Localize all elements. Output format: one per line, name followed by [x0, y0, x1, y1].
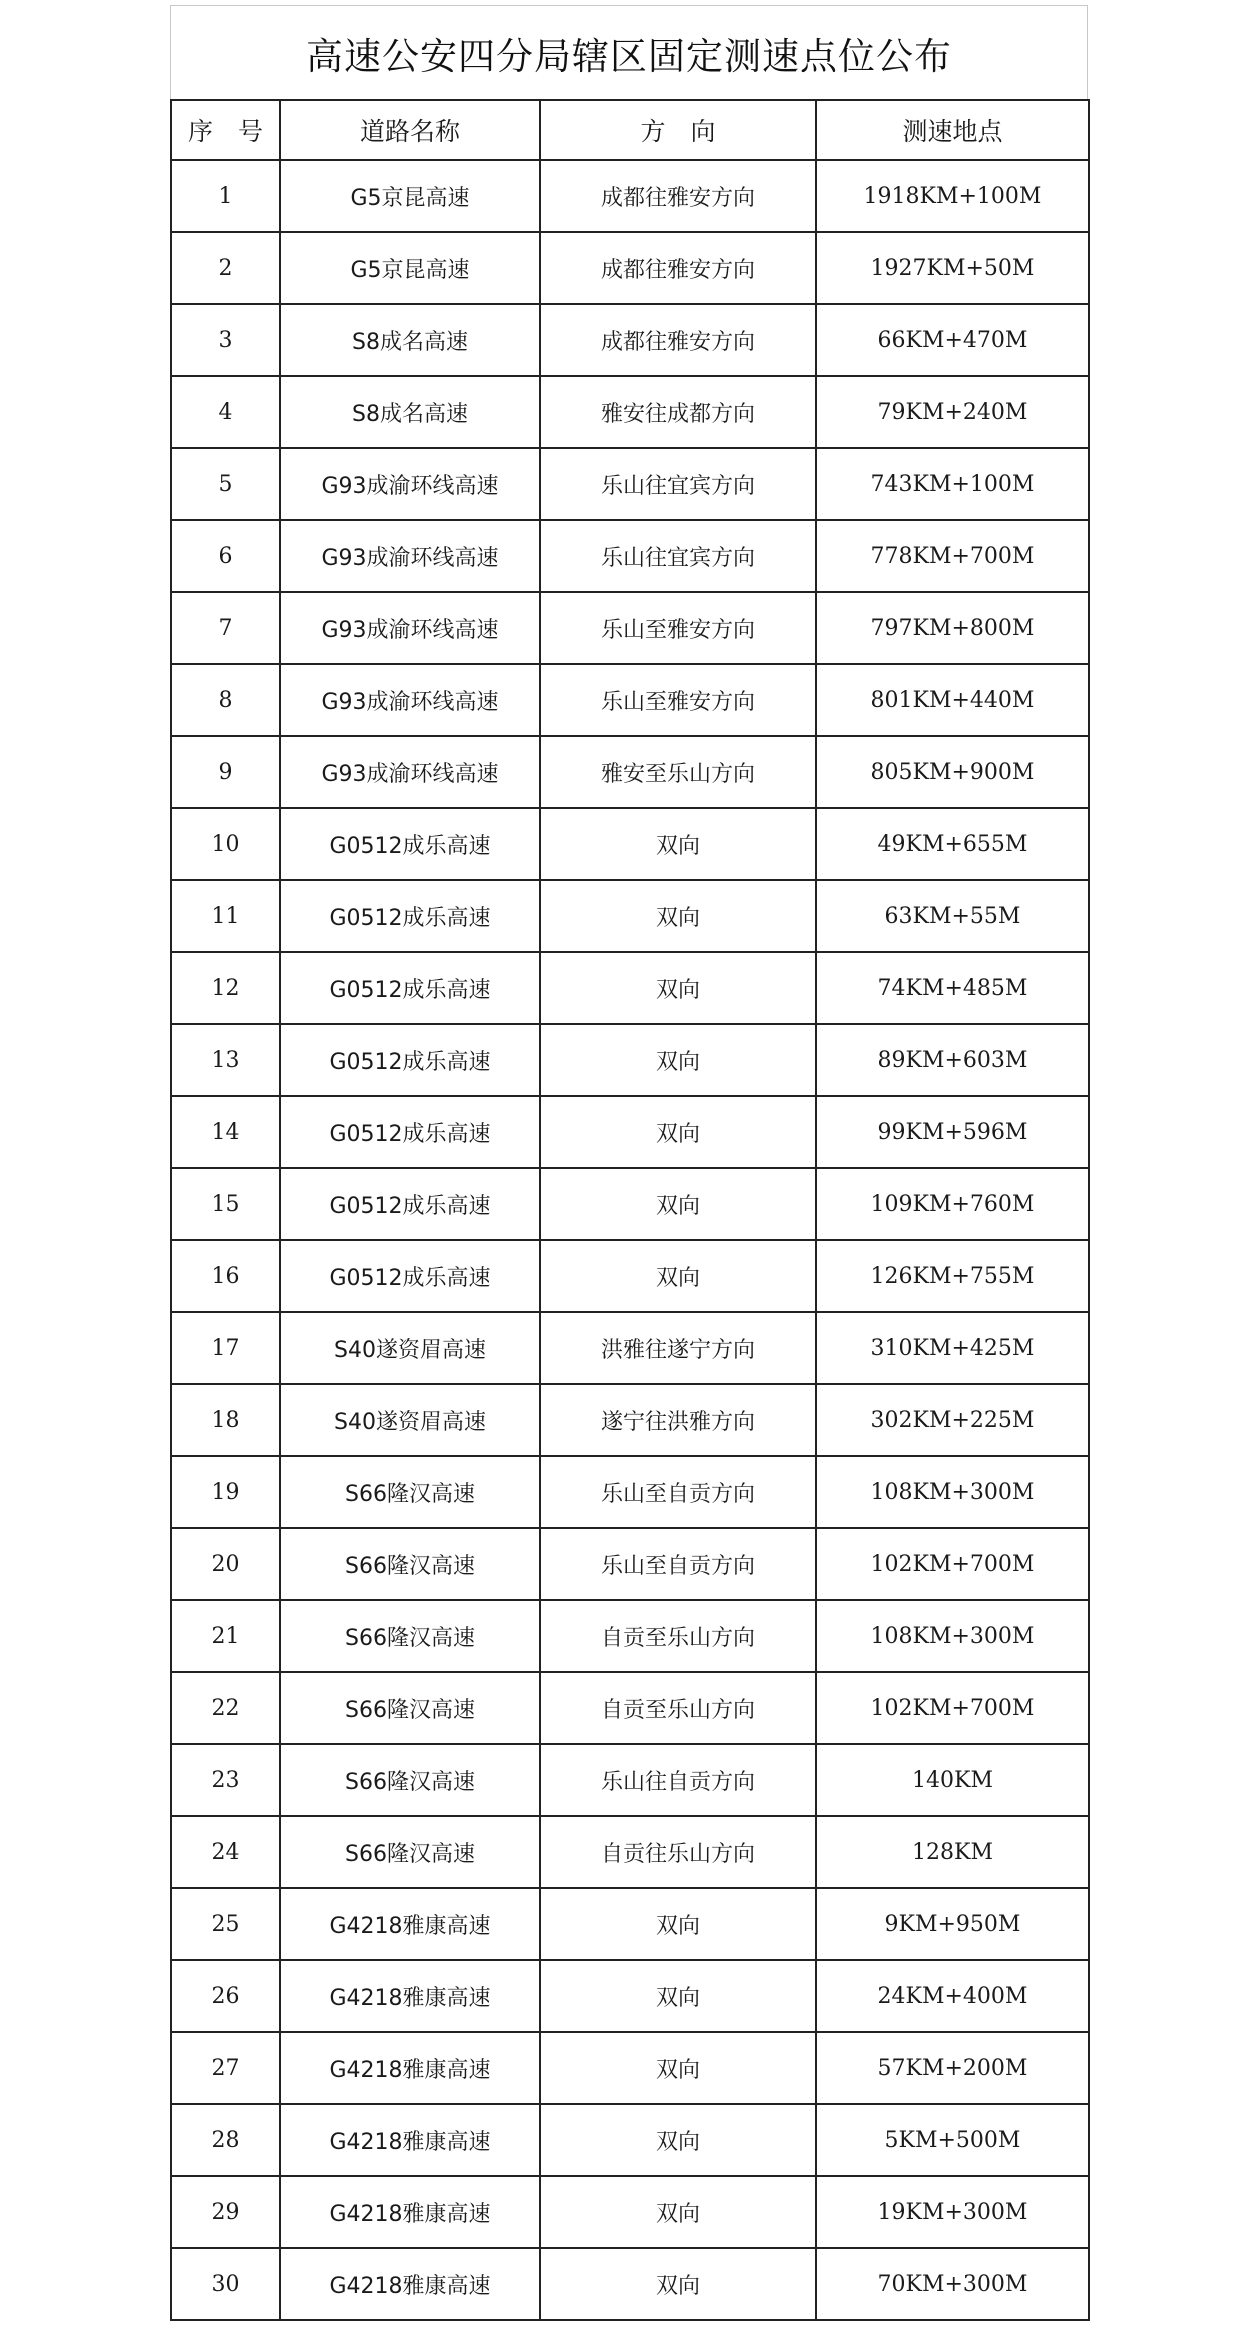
cell-road-name: G93成渝环线高速: [280, 448, 540, 520]
table-row: [171, 2176, 1089, 2248]
table-row: [171, 304, 1089, 376]
cell-location: 5KM+500M: [816, 2104, 1089, 2176]
cell-location: 778KM+700M: [816, 520, 1089, 592]
cell-road-name: G4218雅康高速: [280, 2248, 540, 2320]
cell-direction: 双向: [540, 1240, 816, 1312]
cell-location: 109KM+760M: [816, 1168, 1089, 1240]
table-row: [171, 1384, 1089, 1456]
cell-direction: 雅安至乐山方向: [540, 736, 816, 808]
cell-location: 19KM+300M: [816, 2176, 1089, 2248]
cell-serial-number: 14: [171, 1096, 280, 1168]
table-row: [171, 376, 1089, 448]
header-serial-number: 序 号: [171, 100, 280, 160]
table-row: [171, 1600, 1089, 1672]
cell-location: 310KM+425M: [816, 1312, 1089, 1384]
cell-road-name: S8成名高速: [280, 376, 540, 448]
cell-location: 302KM+225M: [816, 1384, 1089, 1456]
cell-serial-number: 27: [171, 2032, 280, 2104]
cell-serial-number: 3: [171, 304, 280, 376]
cell-location: 102KM+700M: [816, 1528, 1089, 1600]
cell-direction: 双向: [540, 952, 816, 1024]
table-row: [171, 232, 1089, 304]
cell-location: 24KM+400M: [816, 1960, 1089, 2032]
cell-serial-number: 24: [171, 1816, 280, 1888]
cell-serial-number: 9: [171, 736, 280, 808]
table-row: [171, 1168, 1089, 1240]
cell-road-name: G93成渝环线高速: [280, 736, 540, 808]
cell-direction: 成都往雅安方向: [540, 304, 816, 376]
cell-road-name: S40遂资眉高速: [280, 1312, 540, 1384]
cell-road-name: G0512成乐高速: [280, 1240, 540, 1312]
table-row: [171, 1744, 1089, 1816]
cell-serial-number: 15: [171, 1168, 280, 1240]
cell-location: 108KM+300M: [816, 1600, 1089, 1672]
cell-serial-number: 10: [171, 808, 280, 880]
cell-road-name: G4218雅康高速: [280, 2032, 540, 2104]
cell-road-name: G93成渝环线高速: [280, 664, 540, 736]
cell-serial-number: 17: [171, 1312, 280, 1384]
table-row: [171, 2104, 1089, 2176]
cell-location: 801KM+440M: [816, 664, 1089, 736]
cell-road-name: S66隆汉高速: [280, 1600, 540, 1672]
cell-direction: 双向: [540, 2032, 816, 2104]
header-direction: 方 向: [540, 100, 816, 160]
cell-serial-number: 1: [171, 160, 280, 232]
cell-direction: 自贡往乐山方向: [540, 1816, 816, 1888]
cell-direction: 雅安往成都方向: [540, 376, 816, 448]
cell-direction: 自贡至乐山方向: [540, 1672, 816, 1744]
cell-direction: 洪雅往遂宁方向: [540, 1312, 816, 1384]
cell-location: 1918KM+100M: [816, 160, 1089, 232]
cell-serial-number: 28: [171, 2104, 280, 2176]
cell-location: 108KM+300M: [816, 1456, 1089, 1528]
table-row: [171, 1672, 1089, 1744]
cell-serial-number: 19: [171, 1456, 280, 1528]
cell-road-name: G93成渝环线高速: [280, 592, 540, 664]
table-header: [171, 100, 1089, 160]
cell-road-name: S8成名高速: [280, 304, 540, 376]
cell-road-name: G0512成乐高速: [280, 1024, 540, 1096]
cell-direction: 自贡至乐山方向: [540, 1600, 816, 1672]
page-title: 高速公安四分局辖区固定测速点位公布: [306, 34, 952, 78]
cell-location: 63KM+55M: [816, 880, 1089, 952]
cell-direction: 乐山至雅安方向: [540, 664, 816, 736]
cell-direction: 双向: [540, 1168, 816, 1240]
cell-road-name: G5京昆高速: [280, 160, 540, 232]
cell-location: 805KM+900M: [816, 736, 1089, 808]
cell-serial-number: 30: [171, 2248, 280, 2320]
cell-serial-number: 13: [171, 1024, 280, 1096]
table-row: [171, 1528, 1089, 1600]
table-row: [171, 2032, 1089, 2104]
cell-serial-number: 5: [171, 448, 280, 520]
header-road-name: 道路名称: [280, 100, 540, 160]
cell-direction: 乐山至自贡方向: [540, 1456, 816, 1528]
cell-serial-number: 6: [171, 520, 280, 592]
cell-direction: 双向: [540, 1888, 816, 1960]
cell-direction: 遂宁往洪雅方向: [540, 1384, 816, 1456]
cell-serial-number: 20: [171, 1528, 280, 1600]
table-row: [171, 448, 1089, 520]
cell-road-name: G4218雅康高速: [280, 1888, 540, 1960]
cell-serial-number: 18: [171, 1384, 280, 1456]
cell-direction: 双向: [540, 1096, 816, 1168]
table-row: [171, 1888, 1089, 1960]
speed-camera-notice: [170, 5, 1088, 2321]
cell-serial-number: 4: [171, 376, 280, 448]
table-row: [171, 1096, 1089, 1168]
cell-location: 66KM+470M: [816, 304, 1089, 376]
cell-direction: 乐山至自贡方向: [540, 1528, 816, 1600]
cell-direction: 乐山至雅安方向: [540, 592, 816, 664]
cell-road-name: G0512成乐高速: [280, 880, 540, 952]
cell-direction: 乐山往自贡方向: [540, 1744, 816, 1816]
cell-road-name: G4218雅康高速: [280, 1960, 540, 2032]
speed-camera-table: [170, 99, 1090, 2321]
cell-direction: 双向: [540, 2176, 816, 2248]
cell-serial-number: 23: [171, 1744, 280, 1816]
cell-direction: 成都往雅安方向: [540, 232, 816, 304]
cell-serial-number: 29: [171, 2176, 280, 2248]
table-row: [171, 520, 1089, 592]
cell-direction: 成都往雅安方向: [540, 160, 816, 232]
table-row: [171, 880, 1089, 952]
cell-location: 49KM+655M: [816, 808, 1089, 880]
cell-direction: 双向: [540, 880, 816, 952]
table-row: [171, 1816, 1089, 1888]
cell-serial-number: 2: [171, 232, 280, 304]
table-row: [171, 664, 1089, 736]
table-row: [171, 808, 1089, 880]
cell-road-name: G0512成乐高速: [280, 952, 540, 1024]
cell-location: 57KM+200M: [816, 2032, 1089, 2104]
cell-road-name: G4218雅康高速: [280, 2104, 540, 2176]
cell-location: 74KM+485M: [816, 952, 1089, 1024]
cell-direction: 双向: [540, 2104, 816, 2176]
cell-serial-number: 8: [171, 664, 280, 736]
cell-road-name: G0512成乐高速: [280, 1168, 540, 1240]
cell-location: 743KM+100M: [816, 448, 1089, 520]
cell-location: 79KM+240M: [816, 376, 1089, 448]
table-row: [171, 952, 1089, 1024]
table-row: [171, 736, 1089, 808]
cell-location: 9KM+950M: [816, 1888, 1089, 1960]
cell-direction: 双向: [540, 1024, 816, 1096]
cell-road-name: G0512成乐高速: [280, 1096, 540, 1168]
table-row: [171, 592, 1089, 664]
cell-location: 126KM+755M: [816, 1240, 1089, 1312]
cell-serial-number: 21: [171, 1600, 280, 1672]
cell-serial-number: 11: [171, 880, 280, 952]
cell-location: 89KM+603M: [816, 1024, 1089, 1096]
cell-direction: 双向: [540, 1960, 816, 2032]
cell-road-name: S66隆汉高速: [280, 1672, 540, 1744]
table-row: [171, 2248, 1089, 2320]
cell-location: 1927KM+50M: [816, 232, 1089, 304]
cell-serial-number: 22: [171, 1672, 280, 1744]
cell-location: 797KM+800M: [816, 592, 1089, 664]
cell-road-name: S66隆汉高速: [280, 1528, 540, 1600]
cell-road-name: G5京昆高速: [280, 232, 540, 304]
cell-serial-number: 26: [171, 1960, 280, 2032]
cell-serial-number: 12: [171, 952, 280, 1024]
header-location: 测速地点: [816, 100, 1089, 160]
cell-road-name: S66隆汉高速: [280, 1456, 540, 1528]
table-row: [171, 1024, 1089, 1096]
cell-direction: 乐山往宜宾方向: [540, 520, 816, 592]
cell-road-name: S40遂资眉高速: [280, 1384, 540, 1456]
header-row: [171, 100, 1089, 160]
table-body: [171, 160, 1089, 2320]
cell-serial-number: 25: [171, 1888, 280, 1960]
cell-road-name: G93成渝环线高速: [280, 520, 540, 592]
cell-serial-number: 7: [171, 592, 280, 664]
table-row: [171, 160, 1089, 232]
table-row: [171, 1240, 1089, 1312]
cell-location: 70KM+300M: [816, 2248, 1089, 2320]
cell-location: 128KM: [816, 1816, 1089, 1888]
table-row: [171, 1312, 1089, 1384]
cell-road-name: G0512成乐高速: [280, 808, 540, 880]
cell-direction: 双向: [540, 2248, 816, 2320]
table-row: [171, 1456, 1089, 1528]
cell-location: 140KM: [816, 1744, 1089, 1816]
cell-serial-number: 16: [171, 1240, 280, 1312]
cell-direction: 乐山往宜宾方向: [540, 448, 816, 520]
cell-road-name: S66隆汉高速: [280, 1744, 540, 1816]
cell-location: 102KM+700M: [816, 1672, 1089, 1744]
table-row: [171, 1960, 1089, 2032]
cell-direction: 双向: [540, 808, 816, 880]
title-box: [170, 5, 1088, 99]
cell-location: 99KM+596M: [816, 1096, 1089, 1168]
cell-road-name: G4218雅康高速: [280, 2176, 540, 2248]
cell-road-name: S66隆汉高速: [280, 1816, 540, 1888]
